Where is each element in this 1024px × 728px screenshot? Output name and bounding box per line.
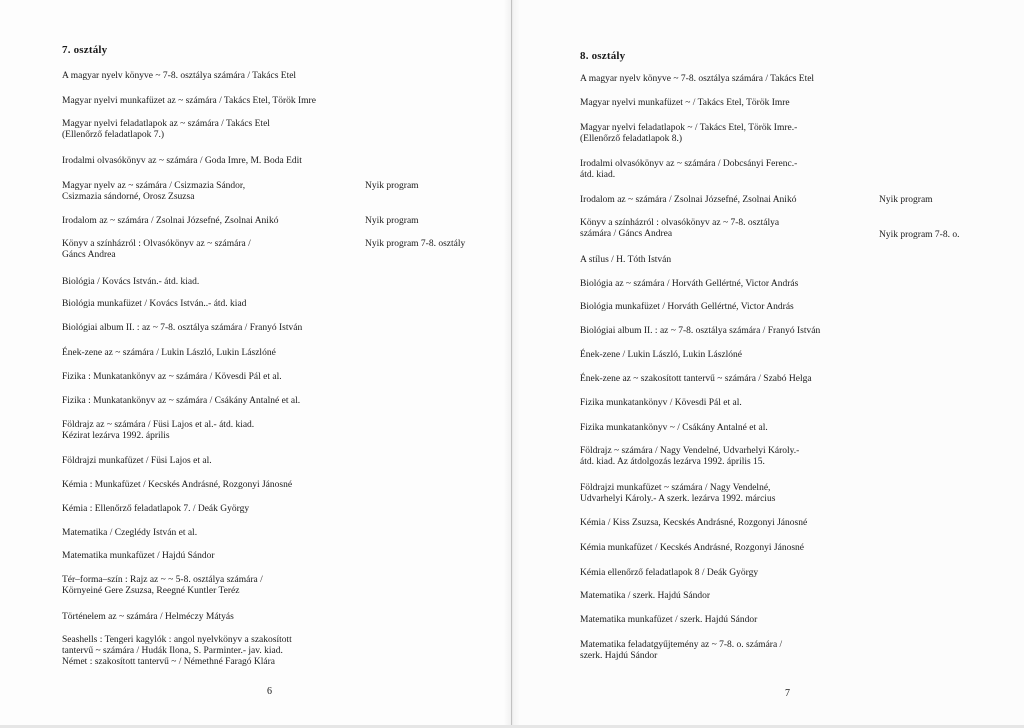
left-entry: Magyar nyelvi munkafüzet az ~ számára / Takács Etel, Török Imre [62,96,316,106]
left-entry: Biológia / Kovács István.- átd. kiad. [62,277,200,287]
left-program-note: Nyik program [365,216,419,226]
right-entry: Biológia az ~ számára / Horváth Gellértné, Victor András [580,279,799,289]
right-entry: Magyar nyelvi feladatlapok ~ / Takács Etel, Török Imre.- (Ellenőrző feladatlapok 8.) [580,123,798,144]
right-entry: Irodalom az ~ számára / Zsolnai Józsefné, Zsolnai Anikó [580,195,797,205]
left-entry: Tér–forma–szín : Rajz az ~ ~ 5-8. osztálya számára / Környeiné Gere Zsuzsa, Reegné Kuntler Teréz [62,575,263,596]
left-entry: Matematika / Czeglédy István et al. [62,528,198,538]
right-page [512,0,1024,728]
left-entry: Földrajzi munkafüzet / Füsi Lajos et al. [62,456,212,466]
right-entry: Kémia munkafüzet / Kecskés Andrásné, Rozgonyi Jánosné [580,543,804,553]
right-entry: Könyv a színházról : olvasókönyv az ~ 7-8. osztálya számára / Gáncs Andrea [580,218,780,239]
left-entry: Kémia : Munkafüzet / Kecskés Andrásné, Rozgonyi Jánosné [62,480,293,490]
right-entry: Biológia munkafüzet / Horváth Gellértné, Victor András [580,302,794,312]
right-entry: Kémia / Kiss Zsuzsa, Kecskés Andrásné, Rozgonyi Jánosné [580,518,808,528]
right-entry: Kémia ellenőrző feladatlapok 8 / Deák György [580,568,759,578]
right-page-heading: 8. osztály [580,50,626,62]
left-entry: Matematika munkafüzet / Hajdú Sándor [62,551,215,561]
left-entry: Fizika : Munkatankönyv az ~ számára / Kövesdi Pál et al. [62,372,282,382]
left-entry: Biológia munkafüzet / Kovács István..- átd. kiad [62,299,247,309]
right-entry: Földrajzi munkafüzet ~ számára / Nagy Vendelné, Udvarhelyi Károly.- A szerk. lezárva 1992. március [580,483,776,504]
right-program-note: Nyik program 7-8. o. [879,230,960,240]
right-entry: Biológiai album II. : az ~ 7-8. osztálya számára / Franyó István [580,326,821,336]
right-entry: Földrajz ~ számára / Nagy Vendelné, Udvarhelyi Károly.- átd. kiad. Az átdolgozás lezárva 1992. április 15. [580,446,800,467]
right-entry: A stílus / H. Tóth István [580,255,672,265]
right-entry: Irodalmi olvasókönyv az ~ számára / Dobcsányi Ferenc.- átd. kiad. [580,159,798,180]
right-entry: Magyar nyelvi munkafüzet ~ / Takács Etel, Török Imre [580,98,790,108]
right-entry: Fizika munkatankönyv ~ / Csákány Antalné et al. [580,423,768,433]
left-program-note: Nyik program [365,181,419,191]
left-entry: Ének-zene az ~ számára / Lukin László, Lukin Lászlóné [62,348,276,358]
right-program-note: Nyik program [879,195,933,205]
left-entry: Irodalom az ~ számára / Zsolnai Józsefné, Zsolnai Anikó [62,216,279,226]
left-entry: Kémia : Ellenőrző feladatlapok 7. / Deák György [62,504,250,514]
right-entry: Fizika munkatankönyv / Kövesdi Pál et al. [580,398,742,408]
left-entry: A magyar nyelv könyve ~ 7-8. osztálya számára / Takács Etel [62,71,297,81]
left-entry: Seashells : Tengeri kagylók : angol nyelvkönyv a szakosított tantervű ~ számára / Hudák Ilona, S. Parminter.- jav. kiad. Német : szakosított tantervű ~ / Némethné Faragó Klára [62,635,292,667]
right-entry: Matematika munkafüzet / szerk. Hajdú Sándor [580,615,758,625]
right-entry: Ének-zene / Lukin László, Lukin Lászlóné [580,350,742,360]
left-entry: Könyv a színházról : Olvasókönyv az ~ számára / Gáncs Andrea [62,239,251,260]
left-entry: Fizika : Munkatankönyv az ~ számára / Csákány Antalné et al. [62,396,301,406]
left-entry: Biológiai album II. : az ~ 7-8. osztálya számára / Franyó István [62,323,303,333]
left-page-number: 6 [267,686,272,697]
right-entry: A magyar nyelv könyve ~ 7-8. osztálya számára / Takács Etel [580,74,815,84]
left-entry: Magyar nyelvi feladatlapok az ~ számára / Takács Etel (Ellenőrző feladatlapok 7.) [62,119,270,140]
left-entry: Történelem az ~ számára / Helméczy Mátyás [62,612,234,622]
right-entry: Matematika / szerk. Hajdú Sándor [580,591,711,601]
left-entry: Magyar nyelv az ~ számára / Csizmazia Sándor, Csizmazia sándorné, Orosz Zsuzsa [62,181,246,202]
right-page-number: 7 [785,688,790,699]
left-program-note: Nyik program 7-8. osztály [365,239,466,249]
left-entry: Földrajz az ~ számára / Füsi Lajos et al.- átd. kiad. Kézirat lezárva 1992. április [62,420,255,441]
right-entry: Ének-zene az ~ szakosított tantervű ~ számára / Szabó Helga [580,374,812,384]
left-page-heading: 7. osztály [62,44,108,56]
left-entry: Irodalmi olvasókönyv az ~ számára / Goda Imre, M. Boda Edit [62,156,302,166]
right-entry: Matematika feladatgyűjtemény az ~ 7-8. o. számára / szerk. Hajdú Sándor [580,640,783,661]
